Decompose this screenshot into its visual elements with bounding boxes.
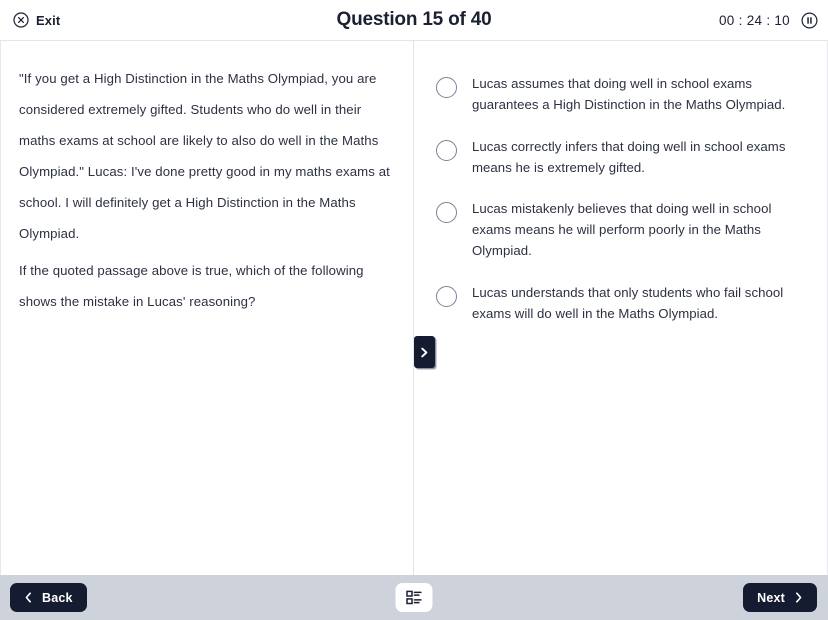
answer-option-a-label: Lucas assumes that doing well in school exams guarantees a High Distinction in the Maths Olympiad. (472, 76, 786, 112)
radio-button-c[interactable] (436, 202, 457, 223)
question-prompt: If the quoted passage above is true, which of the following shows the mistake in Lucas' reasoning? (19, 263, 364, 310)
answer-option-c[interactable] (434, 196, 813, 264)
pause-button[interactable] (801, 12, 818, 29)
back-button[interactable] (10, 583, 87, 612)
page-title: Question 15 of 40 (336, 9, 492, 30)
chevron-right-icon (419, 346, 430, 359)
question-passage: "If you get a High Distinction in the Maths Olympiad, you are considered extremely gifted. Students who do well in their maths exams at school are likely to also do well in the Maths Olympiad." Lucas: I've done pretty good in my maths exams at school. I will definitely get a High Distinction in the Maths Olympiad. (19, 71, 390, 242)
close-circle-icon (13, 12, 29, 28)
header-bar (0, 0, 828, 41)
chevron-right-icon (794, 591, 803, 604)
answer-option-a[interactable] (434, 71, 813, 118)
radio-button-a[interactable] (436, 77, 457, 98)
exit-label: Exit (36, 12, 61, 28)
radio-button-d[interactable] (436, 286, 457, 307)
answer-option-c-label: Lucas mistakenly believes that doing well in school exams means he will perform poorly in the Maths Olympiad. (472, 201, 772, 259)
next-button-label: Next (757, 590, 785, 605)
footer-bar (0, 575, 828, 620)
timer-area (719, 12, 818, 29)
content-area (0, 41, 828, 575)
timer-minutes: 24 (746, 12, 763, 28)
timer-display (719, 13, 790, 28)
timer-separator-2: : (766, 12, 771, 28)
answer-option-d[interactable] (434, 280, 813, 327)
back-button-label: Back (42, 590, 73, 605)
exit-button[interactable] (9, 10, 64, 30)
chevron-left-icon (24, 591, 33, 604)
answers-pane (414, 41, 827, 575)
question-list-button[interactable] (396, 583, 433, 612)
answer-option-b[interactable] (434, 134, 813, 181)
radio-button-b[interactable] (436, 140, 457, 161)
question-list-icon (406, 589, 423, 606)
question-pane (1, 41, 414, 575)
answer-option-b-label: Lucas correctly infers that doing well in school exams means he is extremely gifted. (472, 138, 786, 175)
pause-circle-icon (801, 12, 818, 29)
answer-option-d-label: Lucas understands that only students who fail school exams will do well in the Maths Olympiad. (472, 285, 784, 321)
pane-collapse-handle[interactable] (414, 336, 435, 368)
next-button[interactable] (743, 583, 817, 612)
timer-separator-1: : (738, 12, 743, 28)
timer-seconds: 10 (774, 12, 790, 28)
timer-hours: 00 (719, 12, 735, 28)
